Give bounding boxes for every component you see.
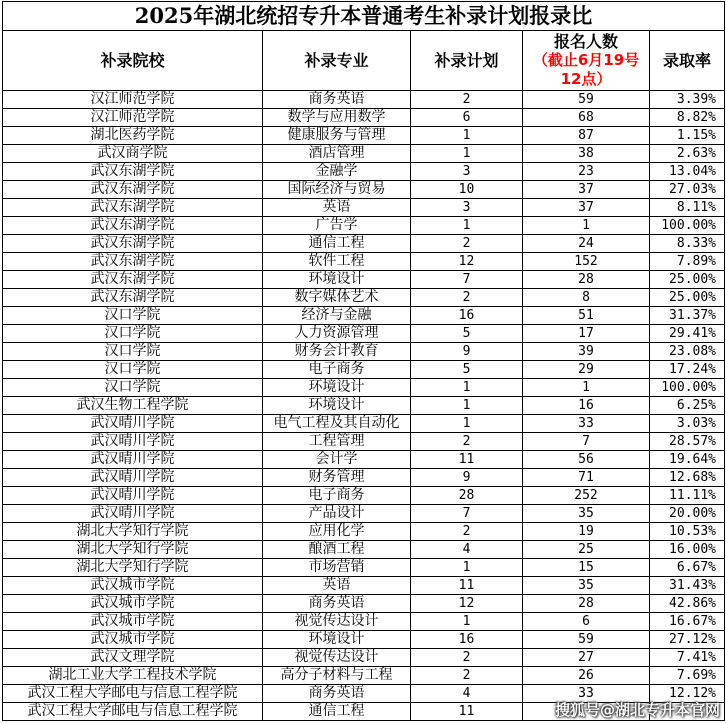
table-row: [3, 379, 725, 397]
major-cell: 酿酒工程: [263, 541, 411, 559]
major-cell: 软件工程: [263, 253, 411, 271]
header-school: 补录院校: [3, 31, 263, 91]
plan-cell: 4: [411, 541, 523, 559]
applicants-cell: 7: [523, 433, 650, 451]
header-applicants-note-line2: 12点）: [560, 70, 612, 88]
applicants-cell: 37: [523, 181, 650, 199]
table-row: [3, 613, 725, 631]
applicants-cell: 35: [523, 577, 650, 595]
admission-rate-cell: 16.00%: [650, 541, 725, 559]
plan-cell: 2: [411, 667, 523, 685]
applicants-cell: 33: [523, 685, 650, 703]
school-cell: 武汉东湖学院: [3, 181, 263, 199]
admission-rate-cell: 23.08%: [650, 343, 725, 361]
table-row: [3, 217, 725, 235]
plan-cell: 2: [411, 433, 523, 451]
plan-cell: 12: [411, 253, 523, 271]
school-cell: 湖北大学知行学院: [3, 541, 263, 559]
school-cell: 湖北工业大学工程技术学院: [3, 667, 263, 685]
applicants-cell: 59: [523, 91, 650, 109]
school-cell: 武汉晴川学院: [3, 451, 263, 469]
major-cell: 经济与金融: [263, 307, 411, 325]
plan-cell: 9: [411, 469, 523, 487]
major-cell: 环境设计: [263, 379, 411, 397]
table-row: [3, 397, 725, 415]
school-cell: 武汉东湖学院: [3, 253, 263, 271]
table-body: [3, 91, 725, 721]
admission-rate-cell: 42.86%: [650, 595, 725, 613]
school-cell: 汉江师范学院: [3, 91, 263, 109]
table-row: [3, 451, 725, 469]
school-cell: 武汉东湖学院: [3, 163, 263, 181]
admission-rate-cell: 25.00%: [650, 271, 725, 289]
plan-cell: 2: [411, 523, 523, 541]
plan-cell: 5: [411, 361, 523, 379]
admission-rate-cell: 3.03%: [650, 415, 725, 433]
header-applicants-note-line1: （截止6月19号: [532, 51, 640, 69]
school-cell: 武汉晴川学院: [3, 433, 263, 451]
plan-cell: 5: [411, 325, 523, 343]
table-row: [3, 325, 725, 343]
school-cell: 汉口学院: [3, 307, 263, 325]
applicants-cell: 19: [523, 523, 650, 541]
school-cell: 湖北大学知行学院: [3, 523, 263, 541]
applicants-cell: 8: [523, 289, 650, 307]
applicants-cell: 23: [523, 163, 650, 181]
admission-rate-cell: 7.41%: [650, 649, 725, 667]
admission-rate-cell: 1.15%: [650, 127, 725, 145]
table-row: [3, 361, 725, 379]
major-cell: 财务会计教育: [263, 343, 411, 361]
applicants-cell: 1: [523, 379, 650, 397]
major-cell: 会计学: [263, 451, 411, 469]
major-cell: 市场营销: [263, 559, 411, 577]
admission-rate-cell: 17.24%: [650, 361, 725, 379]
admission-rate-cell: 8.33%: [650, 235, 725, 253]
admission-rate-cell: 25.00%: [650, 289, 725, 307]
major-cell: 人力资源管理: [263, 325, 411, 343]
applicants-cell: 6: [523, 613, 650, 631]
applicants-cell: 38: [523, 145, 650, 163]
school-cell: 武汉东湖学院: [3, 271, 263, 289]
admission-rate-cell: 7.89%: [650, 253, 725, 271]
plan-cell: 1: [411, 379, 523, 397]
major-cell: 国际经济与贸易: [263, 181, 411, 199]
plan-cell: 2: [411, 649, 523, 667]
school-cell: 武汉生物工程学院: [3, 397, 263, 415]
applicants-cell: 39: [523, 343, 650, 361]
table-row: [3, 649, 725, 667]
applicants-cell: 56: [523, 451, 650, 469]
school-cell: 武汉晴川学院: [3, 469, 263, 487]
major-cell: 英语: [263, 577, 411, 595]
admission-ratio-table: [2, 1, 725, 721]
applicants-cell: 51: [523, 307, 650, 325]
table-row: [3, 289, 725, 307]
applicants-cell: 35: [523, 505, 650, 523]
major-cell: 英语: [263, 199, 411, 217]
major-cell: 电子商务: [263, 361, 411, 379]
table-row: [3, 253, 725, 271]
plan-cell: 1: [411, 145, 523, 163]
admission-rate-cell: 19.64%: [650, 451, 725, 469]
school-cell: 汉口学院: [3, 361, 263, 379]
plan-cell: 3: [411, 199, 523, 217]
table-row: [3, 127, 725, 145]
major-cell: 工程管理: [263, 433, 411, 451]
plan-cell: 2: [411, 289, 523, 307]
school-cell: 武汉城市学院: [3, 595, 263, 613]
plan-cell: 2: [411, 91, 523, 109]
table-row: [3, 199, 725, 217]
applicants-cell: 33: [523, 415, 650, 433]
header-plan: 补录计划: [411, 31, 523, 91]
table-row: [3, 487, 725, 505]
admission-rate-cell: 11.11%: [650, 487, 725, 505]
table-row: [3, 559, 725, 577]
admission-rate-cell: 2.63%: [650, 145, 725, 163]
major-cell: 广告学: [263, 217, 411, 235]
table-row: [3, 181, 725, 199]
school-cell: 湖北医药学院: [3, 127, 263, 145]
table-row: [3, 109, 725, 127]
school-cell: 汉口学院: [3, 343, 263, 361]
admission-rate-cell: 27.12%: [650, 631, 725, 649]
plan-cell: 11: [411, 577, 523, 595]
admission-rate-cell: 12.12%: [650, 685, 725, 703]
plan-cell: 11: [411, 703, 523, 721]
admission-rate-cell: 6.25%: [650, 397, 725, 415]
plan-cell: 2: [411, 235, 523, 253]
plan-cell: 16: [411, 307, 523, 325]
plan-cell: 12: [411, 595, 523, 613]
plan-cell: 4: [411, 685, 523, 703]
applicants-cell: 26: [523, 667, 650, 685]
plan-cell: 1: [411, 415, 523, 433]
applicants-cell: 24: [523, 235, 650, 253]
table-row: [3, 235, 725, 253]
school-cell: 武汉城市学院: [3, 577, 263, 595]
table-row: [3, 577, 725, 595]
school-cell: 武汉东湖学院: [3, 217, 263, 235]
major-cell: 环境设计: [263, 271, 411, 289]
admission-rate-cell: 6.67%: [650, 559, 725, 577]
school-cell: 汉江师范学院: [3, 109, 263, 127]
school-cell: 武汉晴川学院: [3, 415, 263, 433]
major-cell: 数字媒体艺术: [263, 289, 411, 307]
school-cell: 武汉城市学院: [3, 613, 263, 631]
admission-rate-cell: 20.00%: [650, 505, 725, 523]
plan-cell: 16: [411, 631, 523, 649]
major-cell: 财务管理: [263, 469, 411, 487]
major-cell: 酒店管理: [263, 145, 411, 163]
admission-rate-cell: 31.43%: [650, 577, 725, 595]
plan-cell: 1: [411, 397, 523, 415]
watermark: 搜狐号@湖北专升本官网: [554, 701, 720, 719]
school-cell: 汉口学院: [3, 379, 263, 397]
plan-cell: 10: [411, 181, 523, 199]
table-row: [3, 163, 725, 181]
applicants-cell: 152: [523, 253, 650, 271]
admission-rate-cell: 13.04%: [650, 163, 725, 181]
major-cell: 健康服务与管理: [263, 127, 411, 145]
plan-cell: 6: [411, 109, 523, 127]
major-cell: 商务英语: [263, 685, 411, 703]
applicants-cell: 28: [523, 271, 650, 289]
major-cell: 商务英语: [263, 595, 411, 613]
major-cell: 通信工程: [263, 235, 411, 253]
plan-cell: 11: [411, 451, 523, 469]
table-title: 2025年湖北统招专升本普通考生补录计划报录比: [3, 2, 725, 31]
applicants-cell: 252: [523, 487, 650, 505]
table-row: [3, 541, 725, 559]
school-cell: 武汉商学院: [3, 145, 263, 163]
admission-rate-cell: 31.37%: [650, 307, 725, 325]
admission-rate-cell: 100.00%: [650, 217, 725, 235]
header-applicants-label: 报名人数: [553, 32, 618, 51]
admission-rate-cell: 12.68%: [650, 469, 725, 487]
plan-cell: 7: [411, 271, 523, 289]
table-row: [3, 433, 725, 451]
table-row: [3, 145, 725, 163]
applicants-cell: 68: [523, 109, 650, 127]
school-cell: 武汉东湖学院: [3, 289, 263, 307]
plan-cell: 1: [411, 559, 523, 577]
major-cell: 商务英语: [263, 91, 411, 109]
admission-rate-cell: 10.53%: [650, 523, 725, 541]
plan-cell: 1: [411, 613, 523, 631]
table-row: [3, 631, 725, 649]
plan-cell: 3: [411, 163, 523, 181]
table-row: [3, 505, 725, 523]
school-cell: 武汉东湖学院: [3, 199, 263, 217]
admission-rate-cell: 16.67%: [650, 613, 725, 631]
school-cell: 武汉工程大学邮电与信息工程学院: [3, 703, 263, 721]
applicants-cell: 87: [523, 127, 650, 145]
title-row: [3, 2, 725, 31]
major-cell: 电子商务: [263, 487, 411, 505]
applicants-cell: 17: [523, 325, 650, 343]
admission-rate-cell: 7.69%: [650, 667, 725, 685]
major-cell: 产品设计: [263, 505, 411, 523]
plan-cell: 28: [411, 487, 523, 505]
plan-cell: 1: [411, 217, 523, 235]
major-cell: 高分子材料与工程: [263, 667, 411, 685]
major-cell: 视觉传达设计: [263, 649, 411, 667]
school-cell: 武汉晴川学院: [3, 505, 263, 523]
applicants-cell: 37: [523, 199, 650, 217]
major-cell: 应用化学: [263, 523, 411, 541]
admission-rate-cell: 3.39%: [650, 91, 725, 109]
table-row: [3, 307, 725, 325]
header-major: 补录专业: [263, 31, 411, 91]
table-row: [3, 343, 725, 361]
applicants-cell: 1: [523, 217, 650, 235]
table-row: [3, 595, 725, 613]
plan-cell: 1: [411, 127, 523, 145]
school-cell: 武汉城市学院: [3, 631, 263, 649]
major-cell: 电气工程及其自动化: [263, 415, 411, 433]
plan-cell: 7: [411, 505, 523, 523]
applicants-cell: 71: [523, 469, 650, 487]
school-cell: 汉口学院: [3, 325, 263, 343]
admission-rate-cell: 29.41%: [650, 325, 725, 343]
applicants-cell: 59: [523, 631, 650, 649]
table-row: [3, 415, 725, 433]
major-cell: 数学与应用数学: [263, 109, 411, 127]
admission-rate-cell: 8.82%: [650, 109, 725, 127]
table-row: [3, 667, 725, 685]
admission-rate-cell: 28.57%: [650, 433, 725, 451]
major-cell: 视觉传达设计: [263, 613, 411, 631]
applicants-cell: 29: [523, 361, 650, 379]
table-row: [3, 271, 725, 289]
applicants-cell: 16: [523, 397, 650, 415]
school-cell: 武汉文理学院: [3, 649, 263, 667]
admission-rate-cell: 27.03%: [650, 181, 725, 199]
header-rate: 录取率: [650, 31, 725, 91]
major-cell: 金融学: [263, 163, 411, 181]
major-cell: 环境设计: [263, 631, 411, 649]
plan-cell: 9: [411, 343, 523, 361]
table-row: [3, 523, 725, 541]
major-cell: 环境设计: [263, 397, 411, 415]
applicants-cell: 25: [523, 541, 650, 559]
admission-rate-cell: 8.11%: [650, 199, 725, 217]
school-cell: 湖北大学知行学院: [3, 559, 263, 577]
applicants-cell: 28: [523, 595, 650, 613]
header-applicants: [523, 31, 650, 91]
header-row: [3, 31, 725, 91]
applicants-cell: 15: [523, 559, 650, 577]
school-cell: 武汉晴川学院: [3, 487, 263, 505]
school-cell: 武汉工程大学邮电与信息工程学院: [3, 685, 263, 703]
major-cell: 通信工程: [263, 703, 411, 721]
table-row: [3, 469, 725, 487]
admission-rate-cell: 100.00%: [650, 379, 725, 397]
school-cell: 武汉东湖学院: [3, 235, 263, 253]
table-row: [3, 91, 725, 109]
applicants-cell: 27: [523, 649, 650, 667]
